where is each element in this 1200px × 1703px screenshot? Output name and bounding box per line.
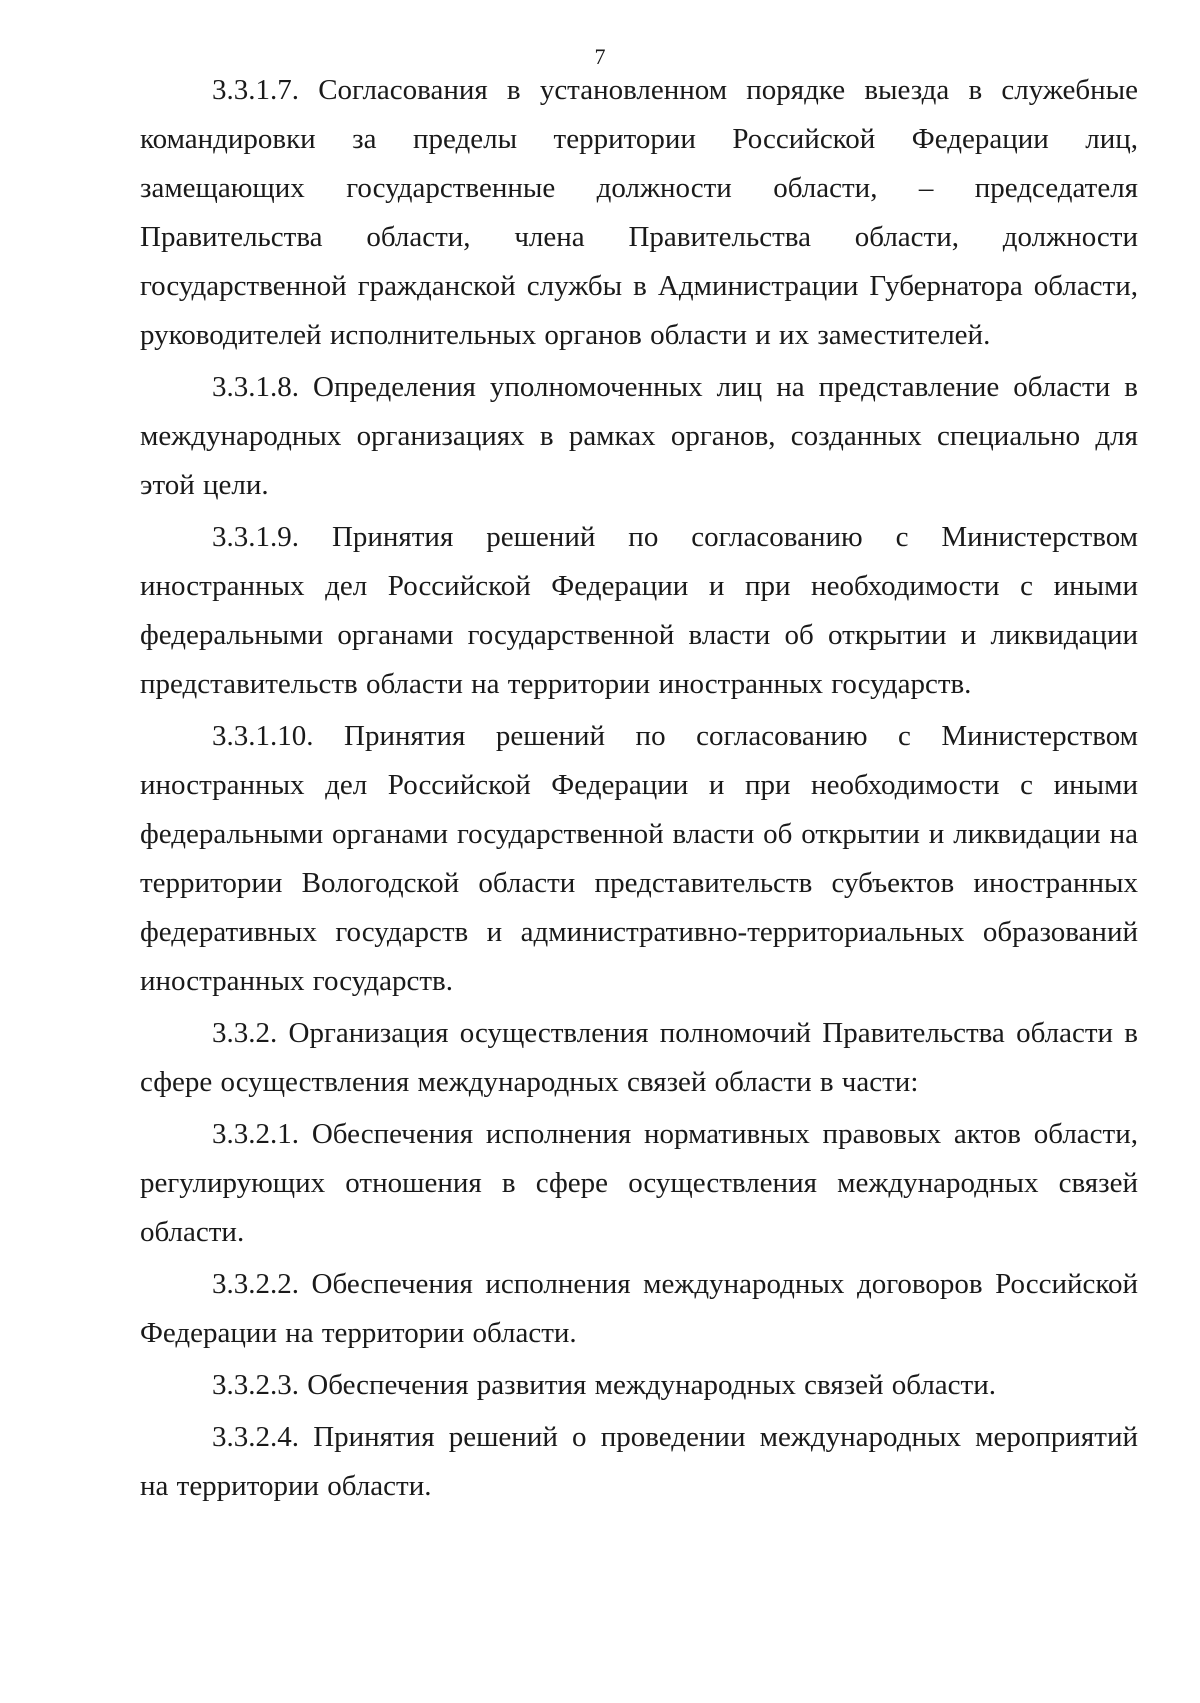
document-body bbox=[140, 66, 1138, 1514]
page-number: 7 bbox=[594, 44, 606, 69]
paragraph-3-3-1-8: 3.3.1.8. Определения уполномоченных лиц на представление области в международных организациях в рамках органов, созданных специально для этой цели. bbox=[140, 371, 1138, 501]
paragraph-3-3-2-2: 3.3.2.2. Обеспечения исполнения международных договоров Российской Федерации на территории области. bbox=[140, 1268, 1138, 1349]
paragraph-3-3-1-7: 3.3.1.7. Согласования в установленном порядке выезда в служебные командировки за пределы территории Российской Федерации лиц, замещающих государственные должности области, – председателя Правительства области, члена Правительства области, должности государственной гражданской службы в Администрации Губернатора области, руководителей исполнительных органов области и их заместителей. bbox=[140, 74, 1138, 351]
paragraph-3-3-2-3: 3.3.2.3. Обеспечения развития международных связей области. bbox=[212, 1369, 996, 1401]
paragraph-3-3-2-4: 3.3.2.4. Принятия решений о проведении международных мероприятий на территории области. bbox=[140, 1421, 1138, 1502]
paragraph-3-3-2: 3.3.2. Организация осуществления полномочий Правительства области в сфере осуществления международных связей области в части: bbox=[140, 1017, 1138, 1098]
paragraph-3-3-1-10: 3.3.1.10. Принятия решений по согласованию с Министерством иностранных дел Российской Федерации и при необходимости с иными федеральными органами государственной власти об открытии и ликвидации на территории Вологодской области представительств субъектов иностранных федеративных государств и административно-территориальных образований иностранных государств. bbox=[140, 720, 1138, 997]
paragraph-3-3-1-9: 3.3.1.9. Принятия решений по согласованию с Министерством иностранных дел Российской Федерации и при необходимости с иными федеральными органами государственной власти об открытии и ликвидации представительств области на территории иностранных государств. bbox=[140, 521, 1138, 700]
paragraph-3-3-2-1: 3.3.2.1. Обеспечения исполнения нормативных правовых актов области, регулирующих отношения в сфере осуществления международных связей области. bbox=[140, 1118, 1138, 1248]
